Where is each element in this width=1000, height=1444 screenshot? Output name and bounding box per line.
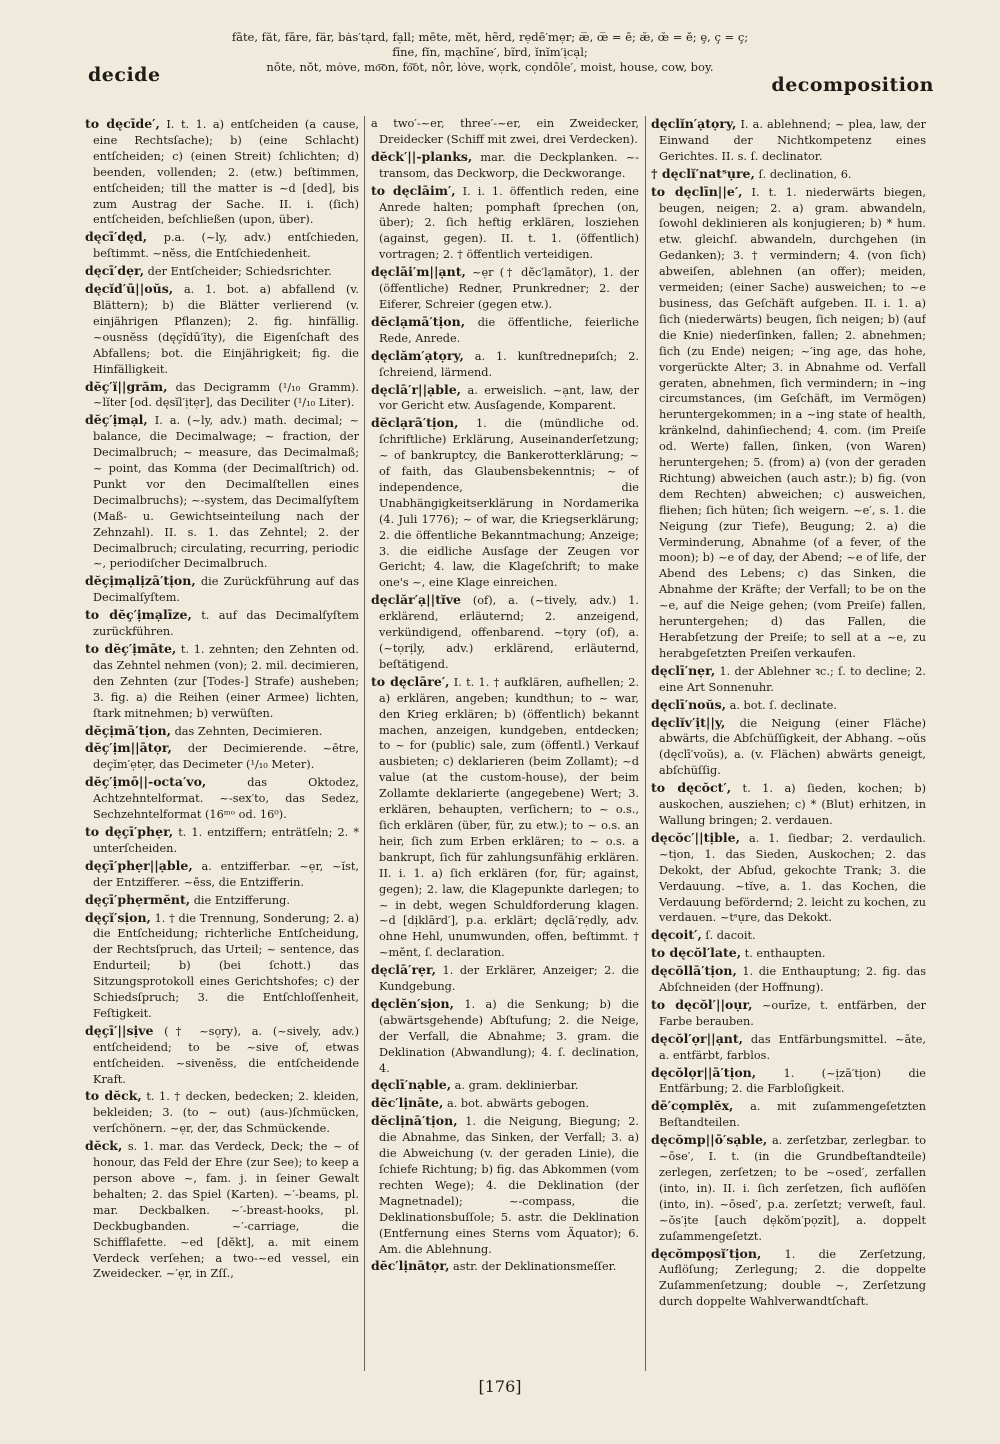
dictionary-entry <box>371 314 639 347</box>
entry-definition: I. t. 1. † aufklären, aufhellen; 2. a) erklären, angeben; kundthun; to ~ war, den Krieg erklären; b) (öffentlich) bekannt machen, anzeigen, kundgeben, entdecken; to ~ for (public) sale, zum (öffentl.) Verkauf ausbieten; c) deklarieren (beim Zollamt); ~d value (at the custom-house), der beim Zollamte deklarierte (angegebene) Wert; 3. erklären, behaupten, verſichern; to ~ o.s., ſich erklären (über, für, zu etw.); to ~ o.s. an heir, ſich zum Erben erklären; to ~ o.s. a bankrupt, ſich für zahlungsunfähig erklären. II. i. 1. a) ſich erklären (for, für; against, gegen); 2. law, die Klagepunkte darlegen; to ~ in debt, wegen Schuldforderung klagen. ~d [dịklārd′], p.a. erklärt; dęclā′rẹdly, adv. ohne Hehl, unumwunden, offen, beſtimmt. † ~mĕnt, ſ. declaration. <box>379 675 639 960</box>
dictionary-entry <box>651 997 926 1030</box>
dictionary-entry <box>371 116 639 148</box>
entry-headword: dęclā′r||ạble, <box>371 381 462 397</box>
dictionary-entry <box>651 1132 926 1244</box>
entry-headword: dĕç′ịm||ātọr, <box>85 740 172 756</box>
entry-definition: 1. die Zerſetzung, Auflöſung; Zerlegung; 2. die doppelte Zuſammenſetzung; double ~, Zerſetzung durch doppelte Wahlverwandtſchaft. <box>659 1247 926 1309</box>
dictionary-entry <box>85 1138 359 1282</box>
entry-definition: das Oktodez, Achtzehntelformat. ~-sex′to, das Sedez, Sechzehntelformat (16ᵐᵒ od. 16⁰). <box>93 776 359 822</box>
entry-headword: to dęçī′phẹr, <box>85 823 174 839</box>
entry-definition: 1. die (mündliche od. ſchriftliche) Erklärung, Auseinanderſetzung; ~ of bankruptcy, die Bankerotterklärung; ~ of faith, das Glaubensbekenntnis; ~ of independence, die Unabhängigkeitserklärung in Nordamerika (4. Juli 1776); ~ of war, die Kriegserklärung; 2. die öffentliche Bekanntmachung; Anzeige; 3. die eidliche Ausſage der Zeugen vor Gericht; 4. law, die Klageſchrift; to make one's ~, eine Klage einreichen. <box>379 417 639 590</box>
dictionary-entry <box>371 1077 639 1094</box>
entry-headword: dęclĕn′sịon, <box>371 995 454 1011</box>
entry-definition: 1. † die Trennung, Sonderung; 2. a) die Entſcheidung; richterliche Entſcheidung, der Rechtsſpruch, das Urteil; ~ sentence, das Endurteil; b) (bei ſchott.) das Sitzungsprotokoll eines Gerichtshofes; c) der Schiedsſpruch; 3. die Entſchloſſenheit, Feſtigkeit. <box>93 911 359 1020</box>
entry-headword: dęcī′dęd, <box>85 229 148 245</box>
pronunciation-guide-line: fīne, fĭn, mạchīne′, bĩrd, ĭnĭm′ịcạl; <box>392 45 588 59</box>
entry-headword: dęçī′phẹr||ạble, <box>85 857 193 873</box>
dictionary-entry <box>371 415 639 591</box>
entry-headword: dęclĭn′ạtọry, <box>651 116 737 131</box>
dictionary-entry <box>85 892 359 909</box>
entries-column-2 <box>371 116 639 1371</box>
dictionary-entry <box>371 674 639 961</box>
dictionary-entry <box>371 348 639 381</box>
entry-headword: dĕç′ĭ||grăm, <box>85 378 168 394</box>
dictionary-entry <box>651 963 926 996</box>
dictionary-entry <box>371 382 639 415</box>
dictionary-entry <box>85 774 359 823</box>
right-guideword: decomposition <box>771 74 934 96</box>
entry-definition: 1. die Enthauptung; 2. fig. das Abſchneiden (der Hoffnung). <box>659 965 926 995</box>
dictionary-entry <box>85 116 359 228</box>
entry-definition: a. zerſetzbar, zerlegbar. to ~ōse′, I. t. (in die Grundbeſtandteile) zerlegen, zerſetzen; to be ~osed′, zerfallen (into, in). II. i. ſich zerſetzen, ſich auflöſen (into, in). ~ōsed′, p.a. zerſetzt; verweſt, faul. ~ŏs′ịte [auch dẹkŏm′pọzĭt], a. doppelt zuſammengeſetzt. <box>659 1134 926 1243</box>
entry-headword: dęcŏlọr||ā′tịon, <box>651 1064 757 1080</box>
entry-headword: dĕç′ịmō||-octa′vo, <box>85 774 207 790</box>
entry-definition: das Zehnten, Decimieren. <box>170 724 323 738</box>
entry-headword: to dęcŏl′late, <box>651 945 742 961</box>
dictionary-entry <box>651 1065 926 1098</box>
entry-definition: ſ. declination, 6. <box>754 167 852 181</box>
entry-headword: dĕclịnā′tịon, <box>371 1113 458 1129</box>
entry-headword: dęcŏmpọsĭ′tịon, <box>651 1245 762 1261</box>
entry-definition: t. enthaupten. <box>741 947 826 961</box>
dictionary-entry <box>371 962 639 995</box>
entry-definition: a. bot. ſ. declinate. <box>726 698 837 712</box>
entry-definition: ſ. dacoit. <box>701 929 756 943</box>
entry-definition: das Entfärbungsmittel. ~āte, a. entfärbt, farblos. <box>659 1032 926 1062</box>
entry-headword: dĕclạmā′tịon, <box>371 313 466 329</box>
dictionary-entry <box>371 1095 639 1112</box>
entry-definition: 1. der Ablehner ꝛc.; ſ. to decline; 2. eine Art Sonnenuhr. <box>659 664 926 694</box>
entry-definition: die öffentliche, feierliche Rede, Anrede. <box>379 315 639 345</box>
entry-definition: I. a. ablehnend; ~ plea, law, der Einwand der Nichtkompetenz eines Gerichtes. II. s. ſ. declinator. <box>659 118 926 163</box>
dictionary-entry <box>371 592 639 673</box>
dictionary-entry <box>651 1031 926 1064</box>
dictionary-entry <box>85 281 359 377</box>
dictionary-entry <box>651 697 926 714</box>
entry-headword: dĕc′lịnāte, <box>371 1095 444 1111</box>
entry-headword: dęclī′nạble, <box>371 1077 452 1093</box>
entry-headword: dęcŏmp||ō′sạble, <box>651 1132 768 1148</box>
entry-headword: dęcĭd′ū||oŭs, <box>85 281 174 297</box>
entry-headword: dĕc′lịnātọr, <box>371 1258 450 1274</box>
entry-headword: dĕçịmā′tịon, <box>85 722 171 738</box>
entry-headword: dęclī′nẹr, <box>651 662 716 678</box>
dictionary-entry <box>85 824 359 857</box>
entry-headword: dĕçịmạlịzā′tịon, <box>85 573 196 589</box>
entry-definition: a. 1. kunſtrednериſch; 2. ſchreiend, lärmend. <box>379 349 639 379</box>
entry-definition: astr. der Deklinationsmeſſer. <box>449 1260 617 1274</box>
entry-definition: der Decimierende. ~ētre, deçĭm′ẹtẹr, das Decimeter (¹/₁₀ Meter). <box>93 742 359 772</box>
entry-headword: dĕclạrā′tịon, <box>371 415 459 431</box>
dictionary-entry <box>371 264 639 313</box>
entry-definition: 1. (~ịzā′tịon) die Entfärbung; 2. die Farbloſigkeit. <box>659 1066 926 1096</box>
entry-definition: a. gram. deklinierbar. <box>451 1079 579 1093</box>
entry-definition: I. i. 1. öffentlich reden, eine Anrede halten; pomphaft ſprechen (on, über); 2. ſich heftig erklären, losziehen (against, gegen). II. t. 1. (öffentlich) vortragen; 2. † öffentlich verteidigen. <box>379 184 639 262</box>
entry-headword: dęclāi′m||ạnt, <box>371 264 466 280</box>
dictionary-entry <box>371 149 639 182</box>
pronunciation-guide <box>185 30 795 75</box>
left-guideword: decide <box>88 64 161 86</box>
entry-headword: dęclăm′ạtọry, <box>371 347 464 363</box>
entry-definition: I. t. 1. niederwärts biegen, beugen, neigen; 2. a) gram. abwandeln, ſowohl deklinieren als konjugieren; b) * hum. etw. gleichſ. abwandeln, durchgehen (in Gedanken); 3. † vermindern; 4. (von ſich) abweiſen, ablehnen (an offer); meiden, vermeiden; (einer Sache) ausweichen; to ~e business, das Geſchäft aufgeben. II. i. 1. a) ſich (niederwärts) beugen, ſich neigen; b) (auf die Knie) niederſinken, fallen; 2. abnehmen; ſich (zu Ende) neigen; ~′ing age, das hohe, vorgerückte Alter; 3. in Abnahme od. Verfall geraten, abnehmen, ſich vermindern; in ~ing circumstances, (im Geſchäft, im Vermögen) heruntergekommen; in a ~ing state of health, kränkelnd, dahinſiechend; 4. com. (im Preiſe od. Werte) fallen, ſinken, (von Waren) heruntergehen; 5. (from) a) (von der geraden Richtung) abweichen (auch astr.); b) fig. (von dem Rechten) abweichen; c) ausweichen, fliehen; ſich hüten; ſich weigern. ~e′, s. 1. die Neigung (zur Tiefe), Beugung; 2. a) die Verminderung, Abnahme (of a fever, of the moon); b) ~e of day, der Abend; ~e of life, der Abend des Lebens; c) das Sinken, die Abnahme der Kräfte; der Verfall; to be on the ~e, auf die Neige gehen; (vom Preiſe) fallen, heruntergehen; d) das Fallen, die Herabſetzung der Preiſe; to sell at a ~e, zu herabgeſetzten Preiſen verkaufen. <box>659 185 926 660</box>
entry-headword: to dęcŏct′, <box>651 780 732 796</box>
entry-headword: to dĕck, <box>85 1088 142 1104</box>
entry-headword: dē′cọmplĕx, <box>651 1098 734 1114</box>
entry-headword: dęçī′||sịve <box>85 1022 154 1038</box>
entry-headword: to dęclāre′, <box>371 673 450 689</box>
dictionary-entry <box>85 858 359 891</box>
dictionary-entry <box>85 1023 359 1088</box>
dictionary-entry <box>371 996 639 1077</box>
pronunciation-guide-line: fāte, făt, fāre, fär, bȧs′tạrd, fạll; mēte, mĕt, hẽrd, rẹdē′mẹr; æ̅, œ̅ = ē; æ̆, œ̆ = ĕ; ȩ, ç = ç; <box>231 30 749 44</box>
entry-definition: 1. der Erklärer, Anzeiger; 2. die Kundgebung. <box>379 964 639 994</box>
dictionary-entry <box>85 740 359 773</box>
dictionary-entry <box>85 263 359 280</box>
entry-headword: to dĕç′ịmāte, <box>85 641 177 656</box>
entry-headword: dęçī′phẹrmĕnt, <box>85 891 191 907</box>
dictionary-entry <box>371 1258 639 1275</box>
dictionary-entry <box>85 607 359 640</box>
entry-definition: t. 1. a) ſieden, kochen; b) auskochen, ausziehen; c) * (Blut) erhitzen, in Wallung bringen; 2. verdauen. <box>659 782 926 827</box>
entry-headword: dęcŏl′ọr||ạnt, <box>651 1030 744 1046</box>
entry-headword: dĕç′ịmạl, <box>85 412 148 428</box>
dictionary-entry <box>85 229 359 262</box>
entry-definition: die Neigung (einer Fläche) abwärts, die Abſchüſſigkeit, der Abhang. ~oŭs (dęclī′voŭs), a. (v. Flächen) abwärts geneigt, abſchüſſig. <box>659 716 926 778</box>
entry-headword: to dęcīde′, <box>85 116 160 131</box>
entry-headword: dęclăr′ạ||tĭve <box>371 592 461 608</box>
entry-definition: t. 1. zehnten; den Zehnten od. das Zehntel nehmen (von); 2. mil. decimieren, den Zehnten (zur [Todes-] Strafe) ausheben; 3. fig. a) die Reihen (einer Armee) lichten, ſtark mitnehmen; b) verwüſten. <box>93 643 359 720</box>
entry-headword: to dęclāim′, <box>371 182 456 198</box>
entry-headword: dęclī′noŭs, <box>651 696 726 712</box>
entry-definition: I. a. (~ly, adv.) math. decimal; ~ balance, die Decimalwage; ~ fraction, der Decimalbruch; ~ measure, das Decimalmaß; ~ point, das Komma (der Decimalſtrich) od. Punkt vor den Decimalſtellen eines Decimalbruchs); ~-system, das Decimalſyſtem (Maß- u. Gewichtseinteilung nach der Zehnzahl). II. s. 1. das Zehntel; 2. der Decimalbruch; circulating, recurring, periodic ~, periodiſcher Decimalbruch. <box>93 414 359 571</box>
entry-definition: a. erweislich. ~ạnt, law, der vor Gericht etw. Ausſagende, Komparent. <box>379 383 639 413</box>
entry-definition: die Entzifferung. <box>190 893 290 907</box>
dictionary-entry <box>651 715 926 780</box>
column-divider <box>645 116 646 1371</box>
dictionary-entry <box>85 573 359 606</box>
pronunciation-guide-line: nōte, nŏt, mȯve, mo͞on, fo͝ot, nôr, lȯve, wọrk, cọndōle′, moist, house, cow, boy. <box>266 60 714 74</box>
entry-definition: a two′-~er, three′-~er, ein Zweidecker, Dreidecker (Schiff mit zwei, drei Verdecken). <box>371 117 639 146</box>
entry-definition: der Entſcheider; Schiedsrichter. <box>144 265 332 279</box>
dictionary-entry <box>371 1113 639 1257</box>
entry-definition: ~ẹr († dĕc′lạmātọr), 1. der (öffentliche) Redner, Prunkredner; 2. der Eiferer, Schreier (gegen etw.). <box>379 266 639 311</box>
entry-definition: t. auf das Decimalſyſtem zurückführen. <box>93 609 359 639</box>
dictionary-entry <box>85 1088 359 1137</box>
entry-definition: das Decigramm (¹/₁₀ Gramm). ~lĭter [od. dęsĭl′ịtẹr], das Deciliter (¹/₁₀ Liter). <box>93 380 359 410</box>
dictionary-entry <box>651 945 926 962</box>
dictionary-entry <box>371 183 639 264</box>
column-divider <box>364 116 365 1371</box>
entry-definition: († ~sọry), a. (~sively, adv.) entſcheidend; to be ~sive of, etwas entſcheiden. ~sivenĕss, die entſcheidende Kraft. <box>93 1024 359 1086</box>
dictionary-entry <box>85 910 359 1022</box>
entry-headword: dęcoit′, <box>651 927 702 943</box>
entry-definition: a. bot. abwärts gebogen. <box>443 1097 590 1111</box>
dictionary-entry <box>85 723 359 740</box>
entry-definition: a. 1. bot. a) abfallend (v. Blättern); b) die Blätter verlierend (v. einjährigen Pflanzen); 2. fig. hinfällig. ~ousnĕss (dęçĭdū′ĭty), die Eigenſchaft des Abfallens; bot. die Einjährigkeit; fig. die Hinfälligkeit. <box>93 283 359 376</box>
dictionary-entry <box>651 780 926 829</box>
dictionary-entry <box>651 663 926 696</box>
page-number: [176] <box>478 1377 522 1396</box>
entry-definition: mar. die Deckplanken. ~-transom, das Deckworp, die Deckworange. <box>379 150 639 180</box>
dictionary-entry <box>651 184 926 662</box>
entry-headword: dĕck, <box>85 1138 123 1154</box>
dictionary-entry <box>85 641 359 722</box>
entries-column-3 <box>651 116 926 1371</box>
entry-definition: I. t. 1. a) entſcheiden (a cause, eine Rechtsſache); b) (eine Schlacht) entſcheiden; c) (einen Streit) ſchlichten; d) beenden, vollenden; 2. (etw.) beſtimmen, entſcheiden; till the matter is ~d [ded], bis zum Austrag der Sache. II. i. (ſich) entſcheiden, beſchließen (upon, über). <box>93 118 359 227</box>
entry-headword: dęclĭv′ịt||y, <box>651 714 726 730</box>
entry-definition: a. entzifferbar. ~ẹr, ~ĭst, der Entzifferer. ~ĕss, die Entzifferin. <box>93 859 359 889</box>
dictionary-entry <box>85 412 359 572</box>
entry-definition: 1. a) die Senkung; b) die (abwärtsgehende) Abſtufung; 2. die Neige, der Verfall, die Abnahme; 3. gram. die Deklination (Abwandlung); 4. ſ. declination, 4. <box>379 997 639 1075</box>
entry-headword: dęclā′rẹr, <box>371 962 437 978</box>
dictionary-entry <box>85 379 359 412</box>
dictionary-entry <box>651 116 926 165</box>
entry-definition: ~ourīze, t. entfärben, der Farbe berauben. <box>659 998 926 1028</box>
dictionary-entry <box>651 830 926 926</box>
dictionary-entry <box>651 927 926 944</box>
entry-definition: (of), a. (~tively, adv.) 1. erklärend, erläuternd; 2. anzeigend, verkündigend, offenbarend. ~tọry (of), a. (~tọrịly, adv.) erklärend, erläuternd, beſtätigend. <box>379 594 639 671</box>
entries-column-1 <box>85 116 359 1371</box>
entry-definition: t. 1. † decken, bedecken; 2. kleiden, bekleiden; 3. (to ~ out) (aus-)ſchmücken, verſchönern. ~ẹr, der, das Schmückende. <box>93 1090 359 1136</box>
entry-definition: p.a. (~ly, adv.) entſchieden, beſtimmt. ~nĕss, die Entſchiedenheit. <box>93 231 359 261</box>
dictionary-entry <box>651 1246 926 1311</box>
entry-definition: t. 1. entziffern; enträtſeln; 2. * unterſcheiden. <box>93 825 359 855</box>
entry-definition: 1. die Neigung, Biegung; 2. die Abnahme, das Sinken, der Verfall; 3. a) die Abweichung (v. der geraden Linie), die ſchiefe Richtung; b) fig. das Abkommen (vom rechten Wege); 4. die Deklination (der Magnetnadel); ~-compass, die Deklinationsbuſſole; 5. astr. die Deklination (Entfernung eines Sterns vom Äquator); 6. Am. die Ablehnung. <box>379 1115 639 1256</box>
entry-headword: to dęcŏl′||oụr, <box>651 996 753 1012</box>
entry-headword: to dĕç′ịmạlīze, <box>85 607 192 623</box>
dictionary-entry <box>651 1098 926 1131</box>
entry-headword: dęcī′dẹr, <box>85 263 145 279</box>
entry-headword: to dęclīn||e′, <box>651 183 743 199</box>
entry-definition: die Zurückführung auf das Decimalſyſtem. <box>93 575 359 605</box>
entry-headword: dĕck′||-planks, <box>371 148 473 164</box>
entry-definition: a. mit zuſammengeſetzten Beſtandteilen. <box>659 1100 926 1130</box>
entry-headword: dęçĭ′sịon, <box>85 909 151 925</box>
entry-headword: † dęclĭ′natˢụre, <box>651 165 755 181</box>
dictionary-entry <box>651 166 926 183</box>
entry-definition: a. 1. ſiedbar; 2. verdaulich. ~tịon, 1. das Sieden, Auskochen; 2. das Dekokt, der Abſud, gekochte Trank; 3. die Verdauung. ~tĭve, a. 1. das Kochen, die Verdauung befördernd; 2. leicht zu kochen, zu verdauen. ~tˢụre, das Dekokt. <box>659 831 926 925</box>
entry-headword: dęcŏc′||tịble, <box>651 829 740 845</box>
entry-definition: s. 1. mar. das Verdeck, Deck; the ~ of honour, das Feld der Ehre (zur See); to keep a person above ~, fam. j. in ſeiner Gewalt behalten; 2. das Spiel (Karten). ~′-beams, pl. mar. Deckbalken. ~′-breast-hooks, pl. Deckbugbanden. ~′-carriage, die Schifflafette. ~ed [dĕkt], a. mit einem Verdeck verſehen; a two-~ed vessel, ein Zweidecker. ~′ẹr, in Zſſ., <box>93 1140 359 1281</box>
entry-headword: dęcŏllā′tịon, <box>651 963 737 979</box>
